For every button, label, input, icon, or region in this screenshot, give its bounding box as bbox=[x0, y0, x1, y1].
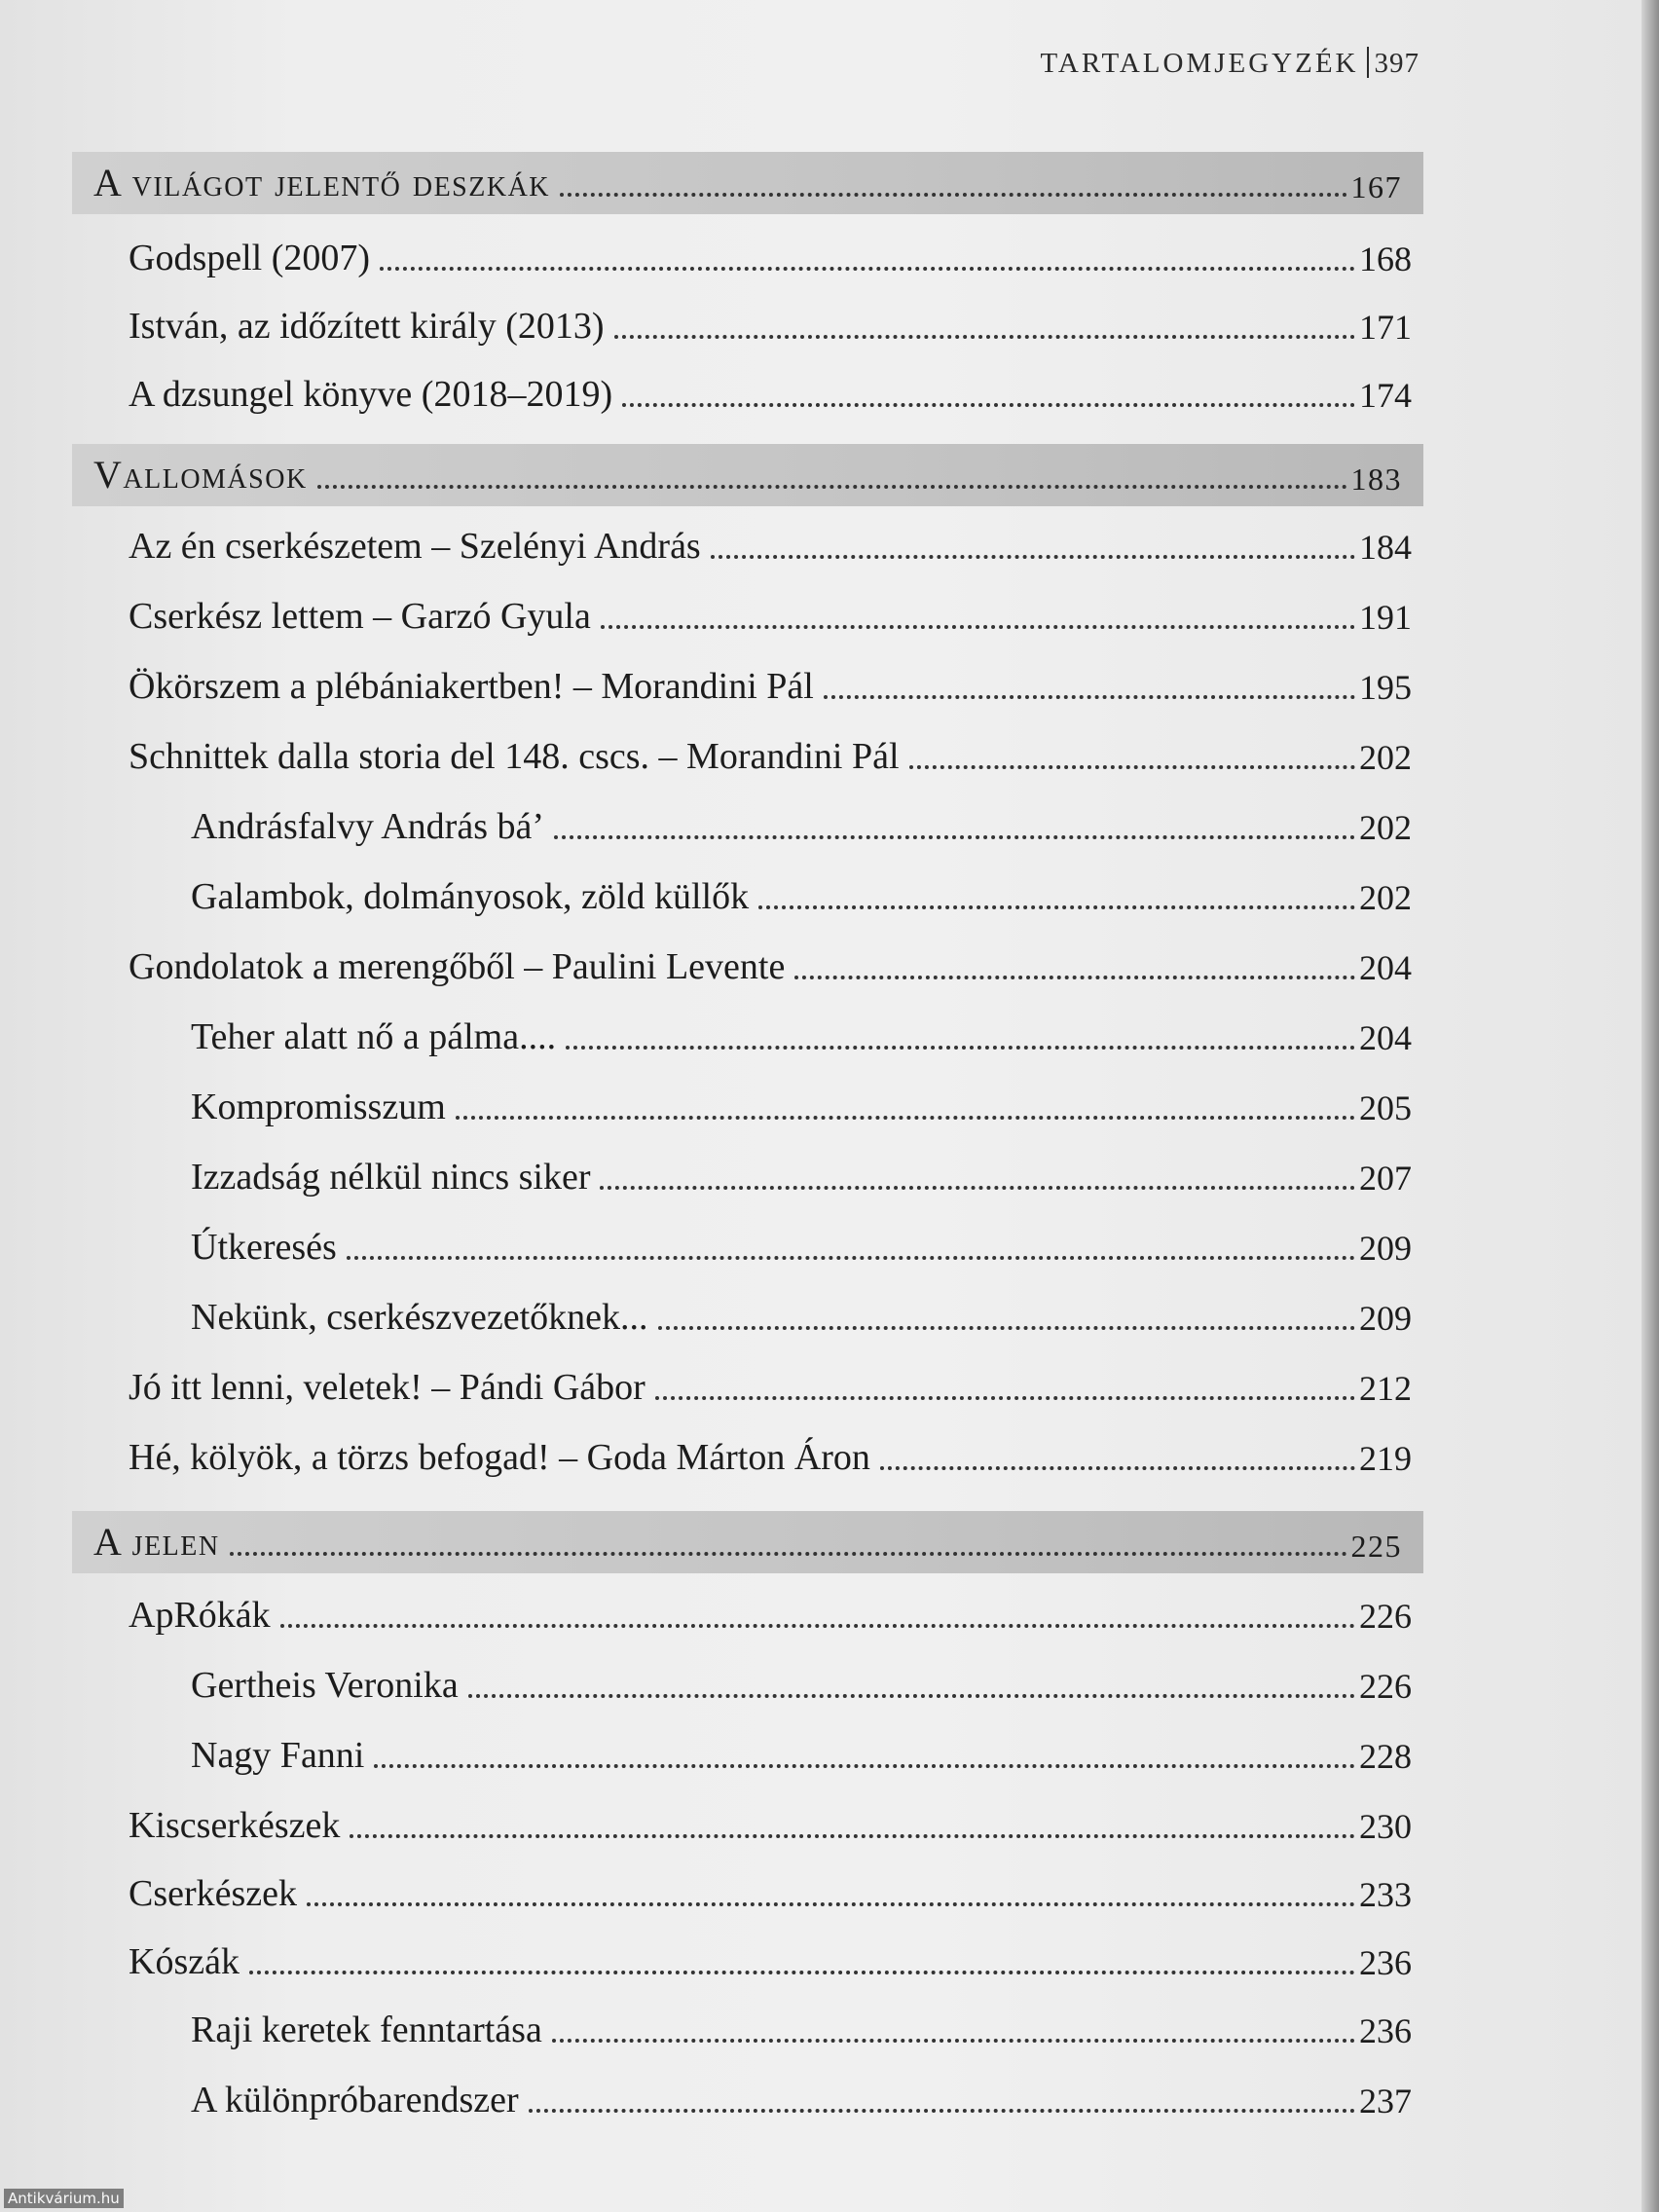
toc-entry bbox=[191, 866, 1412, 925]
toc-entry bbox=[129, 937, 1412, 995]
toc-leader-dots bbox=[317, 485, 1347, 489]
toc-section-heading bbox=[72, 152, 1423, 214]
toc-page-number: 174 bbox=[1359, 376, 1412, 415]
toc-leader-dots bbox=[622, 403, 1355, 407]
toc-entry bbox=[129, 296, 1412, 354]
toc-page-number: 171 bbox=[1359, 308, 1412, 347]
toc-entry-title: Godspell (2007) bbox=[129, 238, 371, 278]
toc-entry bbox=[129, 1795, 1412, 1854]
toc-leader-dots bbox=[658, 1326, 1355, 1330]
watermark: Antikvárium.hu bbox=[4, 2189, 124, 2208]
toc-entry-title: Galambok, dolmányosok, zöld küllők bbox=[191, 876, 750, 917]
toc-page-number: 228 bbox=[1359, 1737, 1412, 1776]
toc-entry bbox=[129, 228, 1412, 286]
toc-page-number: 204 bbox=[1359, 1018, 1412, 1057]
toc-page-number: 184 bbox=[1359, 528, 1412, 567]
toc-leader-dots bbox=[824, 695, 1355, 699]
toc-entry bbox=[191, 1655, 1412, 1714]
toc-leader-dots bbox=[560, 193, 1346, 197]
toc-entry bbox=[129, 726, 1412, 785]
toc-entry-title: ApRókák bbox=[129, 1595, 271, 1636]
toc-page-number: 167 bbox=[1350, 169, 1402, 204]
toc-entry bbox=[191, 2070, 1412, 2128]
toc-entry bbox=[191, 1217, 1412, 1275]
toc-section-title: A jelen bbox=[93, 1520, 220, 1564]
running-head-separator bbox=[1367, 47, 1369, 78]
toc-page-number: 205 bbox=[1359, 1088, 1412, 1127]
toc-entry bbox=[191, 2000, 1412, 2058]
running-head-page-number: 397 bbox=[1374, 48, 1419, 79]
toc-page-number: 226 bbox=[1359, 1597, 1412, 1636]
toc-entry bbox=[191, 1007, 1412, 1065]
toc-page-number: 230 bbox=[1359, 1807, 1412, 1846]
toc-leader-dots bbox=[600, 1186, 1355, 1190]
toc-entry bbox=[129, 656, 1412, 715]
toc-entry-title: Cserkész lettem – Garzó Gyula bbox=[129, 596, 591, 637]
toc-page-number: 233 bbox=[1359, 1875, 1412, 1914]
toc-entry-title: Útkeresés bbox=[191, 1227, 337, 1268]
toc-page-number: 168 bbox=[1359, 240, 1412, 278]
toc-page-number: 209 bbox=[1359, 1299, 1412, 1338]
toc-entry-title: Raji keretek fenntartása bbox=[191, 2009, 542, 2050]
toc-entry-title: Kompromisszum bbox=[191, 1087, 446, 1127]
toc-leader-dots bbox=[307, 1902, 1355, 1906]
toc-leader-dots bbox=[468, 1694, 1355, 1698]
toc-page-number: 237 bbox=[1359, 2082, 1412, 2120]
toc-leader-dots bbox=[566, 1046, 1355, 1050]
toc-section-heading bbox=[72, 1511, 1423, 1573]
toc-entry-title: Jó itt lenni, veletek! – Pándi Gábor bbox=[129, 1367, 645, 1408]
running-head-title: TARTALOMJEGYZÉK bbox=[1040, 48, 1359, 79]
toc-entry bbox=[129, 1863, 1412, 1922]
toc-page-number: 219 bbox=[1359, 1439, 1412, 1478]
toc-entry-title: Nekünk, cserkészvezetőknek... bbox=[191, 1297, 648, 1338]
toc-page-number: 226 bbox=[1359, 1667, 1412, 1706]
toc-leader-dots bbox=[347, 1256, 1355, 1260]
toc-leader-dots bbox=[456, 1116, 1355, 1120]
toc-leader-dots bbox=[350, 1834, 1355, 1838]
toc-leader-dots bbox=[794, 976, 1355, 979]
running-head bbox=[1041, 47, 1419, 80]
toc-entry-title: A dzsungel könyve (2018–2019) bbox=[129, 374, 613, 415]
toc-page-number: 183 bbox=[1350, 461, 1402, 497]
toc-page-number: 212 bbox=[1359, 1369, 1412, 1408]
toc-page-number: 202 bbox=[1359, 808, 1412, 847]
toc-entry bbox=[191, 1287, 1412, 1346]
toc-entry bbox=[129, 1427, 1412, 1486]
toc-entry-title: István, az időzített király (2013) bbox=[129, 306, 605, 347]
toc-page-number: 236 bbox=[1359, 1943, 1412, 1982]
page-edge bbox=[1641, 0, 1659, 2212]
toc-entry bbox=[129, 364, 1412, 423]
toc-leader-dots bbox=[552, 2039, 1355, 2043]
toc-entry-title: Az én cserkészetem – Szelényi András bbox=[129, 526, 701, 567]
toc-leader-dots bbox=[249, 1971, 1355, 1974]
toc-page-number: 195 bbox=[1359, 668, 1412, 707]
toc-leader-dots bbox=[380, 267, 1355, 271]
toc-section-title: Vallomások bbox=[93, 453, 308, 497]
toc-entry bbox=[191, 1147, 1412, 1205]
toc-page-number: 236 bbox=[1359, 2011, 1412, 2050]
toc-entry bbox=[191, 1077, 1412, 1135]
toc-page-number: 225 bbox=[1350, 1529, 1402, 1564]
toc-entry-title: Gondolatok a merengőből – Paulini Levente bbox=[129, 946, 786, 987]
toc-page-number: 204 bbox=[1359, 948, 1412, 987]
toc-entry bbox=[191, 1725, 1412, 1784]
toc-entry-title: Kiscserkészek bbox=[129, 1805, 341, 1846]
toc-entry bbox=[191, 796, 1412, 855]
toc-entry bbox=[129, 586, 1412, 645]
toc-entry-title: Hé, kölyök, a törzs befogad! – Goda Márton Áron bbox=[129, 1437, 870, 1478]
toc-entry-title: A különpróbarendszer bbox=[191, 2080, 519, 2120]
toc-page-number: 202 bbox=[1359, 738, 1412, 777]
toc-page-number: 191 bbox=[1359, 598, 1412, 637]
toc-entry-title: Nagy Fanni bbox=[191, 1735, 365, 1776]
toc-leader-dots bbox=[554, 835, 1355, 839]
toc-entry bbox=[129, 1585, 1412, 1643]
toc-entry-title: Cserkészek bbox=[129, 1873, 298, 1914]
toc-leader-dots bbox=[614, 335, 1355, 339]
toc-leader-dots bbox=[711, 555, 1355, 559]
toc-leader-dots bbox=[880, 1466, 1355, 1470]
toc-entry-title: Gertheis Veronika bbox=[191, 1665, 459, 1706]
toc-entry-title: Teher alatt nő a pálma.... bbox=[191, 1016, 557, 1057]
toc-entry-title: Kószák bbox=[129, 1941, 240, 1982]
toc-section-title: A világot jelentő deszkák bbox=[93, 161, 551, 204]
toc-entry-title: Schnittek dalla storia del 148. cscs. – Morandini Pál bbox=[129, 736, 900, 777]
toc-leader-dots bbox=[909, 765, 1355, 769]
toc-entry-title: Ökörszem a plébániakertben! – Morandini Pál bbox=[129, 666, 814, 707]
toc-leader-dots bbox=[601, 625, 1355, 629]
toc-entry-title: Andrásfalvy András bá’ bbox=[191, 806, 545, 847]
toc-section-heading bbox=[72, 444, 1423, 506]
toc-leader-dots bbox=[230, 1552, 1347, 1556]
toc-leader-dots bbox=[280, 1624, 1355, 1628]
toc-entry-title: Izzadság nélkül nincs siker bbox=[191, 1157, 591, 1198]
toc-page-number: 207 bbox=[1359, 1159, 1412, 1198]
toc-leader-dots bbox=[758, 905, 1355, 909]
toc-entry bbox=[129, 1357, 1412, 1416]
toc-entry bbox=[129, 516, 1412, 574]
toc-leader-dots bbox=[529, 2109, 1355, 2113]
toc-leader-dots bbox=[655, 1396, 1355, 1400]
toc-page-number: 202 bbox=[1359, 878, 1412, 917]
toc-page-number: 209 bbox=[1359, 1229, 1412, 1268]
toc-entry bbox=[129, 1932, 1412, 1990]
toc-leader-dots bbox=[374, 1764, 1355, 1768]
